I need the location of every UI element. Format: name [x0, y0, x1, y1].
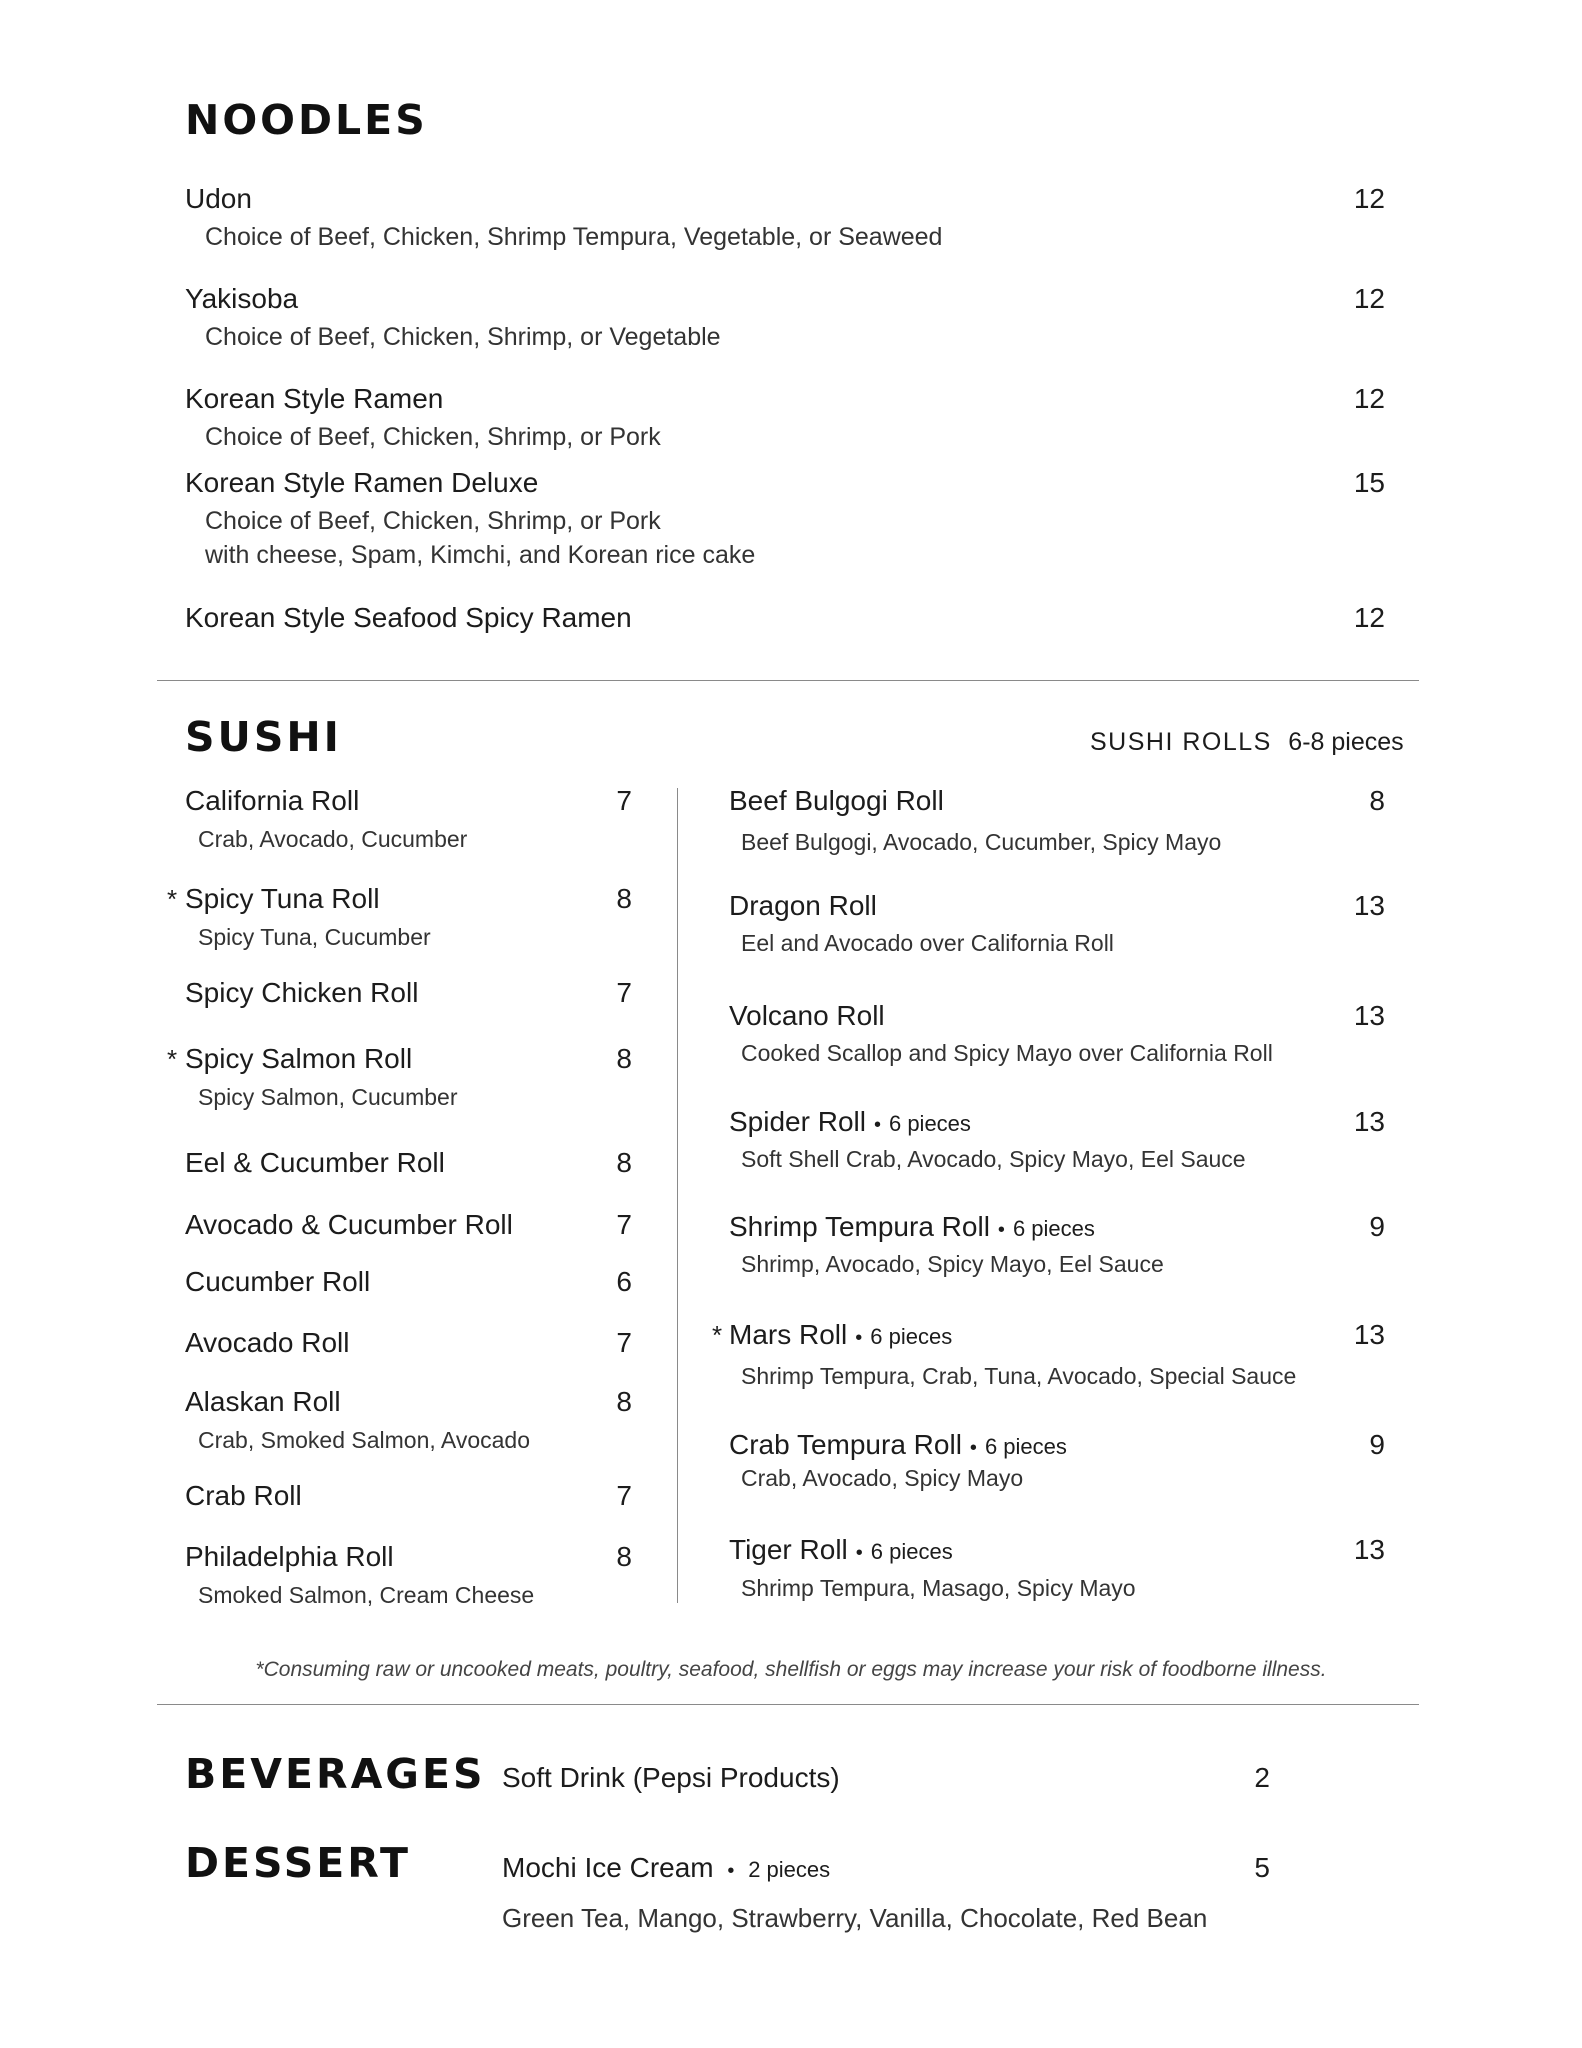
sushi-roll-desc: Crab, Smoked Salmon, Avocado [198, 1427, 530, 1453]
sushi-roll-desc: Crab, Avocado, Cucumber [198, 826, 468, 852]
sushi-roll-price: 13 [1353, 1106, 1385, 1137]
sushi-roll-price: 9 [1369, 1211, 1385, 1242]
sushi-roll-title [729, 1429, 1067, 1461]
bullet: • [969, 1437, 977, 1459]
sushi-roll-title [729, 1319, 952, 1351]
sushi-rolls-label [1090, 728, 1404, 757]
bullet: • [727, 1860, 735, 1882]
sushi-roll-desc: Crab, Avocado, Spicy Mayo [741, 1465, 1024, 1491]
sushi-roll-price: 8 [1369, 785, 1385, 816]
sushi-roll-price: 13 [1353, 890, 1385, 921]
sushi-roll-title [729, 1534, 953, 1566]
sushi-roll-desc: Shrimp, Avocado, Spicy Mayo, Eel Sauce [741, 1251, 1164, 1277]
dessert-item [502, 1852, 830, 1884]
noodles-heading: NOODLES [185, 96, 428, 144]
sushi-roll-name: California Roll [185, 785, 360, 816]
sushi-roll-price: 9 [1369, 1429, 1385, 1460]
sushi-roll-desc: Spicy Tuna, Cucumber [198, 924, 431, 950]
sushi-roll-price: 6 [616, 1266, 632, 1297]
sushi-roll-name: Spicy Chicken Roll [185, 977, 419, 1008]
bullet: • [855, 1327, 863, 1349]
noodle-item-price: 15 [1353, 467, 1385, 498]
sushi-roll-desc: Spicy Salmon, Cucumber [198, 1084, 458, 1110]
sushi-roll-price: 13 [1353, 1534, 1385, 1565]
sushi-roll-pieces: 6 pieces [984, 1434, 1067, 1459]
sushi-roll-name: Mars Roll [729, 1319, 848, 1350]
sushi-roll-name: Shrimp Tempura Roll [729, 1211, 990, 1242]
sushi-roll-name: Cucumber Roll [185, 1266, 371, 1297]
beverages-heading: BEVERAGES [185, 1750, 486, 1798]
sushi-roll-name: Avocado & Cucumber Roll [185, 1209, 513, 1240]
sushi-roll-pieces: 6 pieces [1012, 1216, 1095, 1241]
sushi-roll-desc: Beef Bulgogi, Avocado, Cucumber, Spicy Mayo [741, 829, 1222, 855]
sushi-roll-pieces: 6 pieces [888, 1111, 971, 1136]
noodle-item-price: 12 [1353, 283, 1385, 314]
noodle-item-name: Udon [185, 183, 252, 214]
sushi-roll-name: Spider Roll [729, 1106, 866, 1137]
sushi-roll-price: 8 [616, 883, 632, 914]
noodle-item-name: Korean Style Seafood Spicy Ramen [185, 602, 632, 633]
noodle-item-name: Yakisoba [185, 283, 299, 314]
sushi-roll-name: Spicy Salmon Roll [185, 1043, 413, 1074]
sushi-roll-price: 13 [1353, 1000, 1385, 1031]
sushi-rolls-pieces: 6-8 pieces [1288, 728, 1404, 756]
sushi-roll-title [729, 1106, 971, 1138]
sushi-roll-desc: Eel and Avocado over California Roll [741, 930, 1114, 956]
sushi-roll-title [729, 1000, 885, 1032]
dessert-heading: DESSERT [185, 1839, 411, 1887]
sushi-roll-price: 8 [616, 1541, 632, 1572]
divider-sushi-beverages [157, 1704, 1419, 1705]
sushi-roll-name: Dragon Roll [729, 890, 877, 921]
sushi-roll-price: 8 [616, 1043, 632, 1074]
sushi-roll-name: Crab Tempura Roll [729, 1429, 962, 1460]
sushi-roll-desc: Cooked Scallop and Spicy Mayo over California Roll [741, 1040, 1273, 1066]
sushi-roll-title [729, 1211, 1095, 1243]
divider-noodles-sushi [157, 680, 1419, 681]
noodle-item-desc: with cheese, Spam, Kimchi, and Korean rice cake [205, 541, 756, 569]
sushi-rolls-title: SUSHI ROLLS [1090, 728, 1272, 756]
sushi-roll-price: 7 [616, 785, 632, 816]
sushi-roll-name: Avocado Roll [185, 1327, 350, 1358]
sushi-heading: SUSHI [185, 713, 342, 761]
dessert-item-desc: Green Tea, Mango, Strawberry, Vanilla, Chocolate, Red Bean [502, 1903, 1208, 1933]
bullet: • [873, 1114, 881, 1136]
beverage-item-name: Soft Drink (Pepsi Products) [502, 1762, 840, 1793]
raw-warning-star: * [167, 1044, 178, 1074]
sushi-roll-desc: Soft Shell Crab, Avocado, Spicy Mayo, Eel Sauce [741, 1146, 1246, 1172]
sushi-roll-name: Tiger Roll [729, 1534, 848, 1565]
noodle-item-price: 12 [1353, 602, 1385, 633]
raw-warning-star: * [167, 884, 178, 914]
sushi-roll-pieces: 6 pieces [870, 1539, 953, 1564]
beverage-item-price: 2 [1254, 1762, 1270, 1793]
noodle-item-desc: Choice of Beef, Chicken, Shrimp, or Vegetable [205, 323, 721, 351]
sushi-roll-price: 7 [616, 1480, 632, 1511]
sushi-roll-name: Volcano Roll [729, 1000, 885, 1031]
sushi-roll-price: 7 [616, 1327, 632, 1358]
sushi-roll-price: 8 [616, 1147, 632, 1178]
sushi-roll-title [729, 785, 944, 817]
noodle-item-name: Korean Style Ramen [185, 383, 444, 414]
noodle-item-price: 12 [1353, 383, 1385, 414]
sushi-roll-desc: Shrimp Tempura, Masago, Spicy Mayo [741, 1575, 1136, 1601]
dessert-item-pieces: 2 pieces [748, 1857, 831, 1882]
noodle-item-desc: Choice of Beef, Chicken, Shrimp, or Pork [205, 507, 661, 535]
raw-warning-star: * [712, 1320, 723, 1350]
sushi-roll-name: Spicy Tuna Roll [185, 883, 380, 914]
sushi-roll-name: Beef Bulgogi Roll [729, 785, 944, 816]
bullet: • [855, 1542, 863, 1564]
noodle-item-desc: Choice of Beef, Chicken, Shrimp Tempura, Vegetable, or Seaweed [205, 223, 943, 251]
sushi-roll-price: 7 [616, 977, 632, 1008]
sushi-roll-pieces: 6 pieces [870, 1324, 953, 1349]
bullet: • [997, 1219, 1005, 1241]
sushi-roll-name: Alaskan Roll [185, 1386, 341, 1417]
sushi-roll-price: 8 [616, 1386, 632, 1417]
noodle-item-price: 12 [1353, 183, 1385, 214]
noodle-item-name: Korean Style Ramen Deluxe [185, 467, 539, 498]
sushi-roll-desc: Smoked Salmon, Cream Cheese [198, 1582, 535, 1608]
sushi-roll-price: 7 [616, 1209, 632, 1240]
sushi-roll-name: Crab Roll [185, 1480, 302, 1511]
sushi-roll-name: Eel & Cucumber Roll [185, 1147, 445, 1178]
sushi-roll-desc: Shrimp Tempura, Crab, Tuna, Avocado, Special Sauce [741, 1363, 1297, 1389]
sushi-roll-title [729, 890, 877, 922]
divider-sushi-columns [677, 788, 678, 1603]
sushi-roll-name: Philadelphia Roll [185, 1541, 394, 1572]
foodborne-disclaimer: *Consuming raw or uncooked meats, poultry, seafood, shellfish or eggs may increase your risk of foodborne illness. [255, 1658, 1327, 1681]
dessert-item-price: 5 [1254, 1852, 1270, 1883]
sushi-roll-price: 13 [1353, 1319, 1385, 1350]
dessert-item-name: Mochi Ice Cream [502, 1852, 714, 1883]
noodle-item-desc: Choice of Beef, Chicken, Shrimp, or Pork [205, 423, 661, 451]
